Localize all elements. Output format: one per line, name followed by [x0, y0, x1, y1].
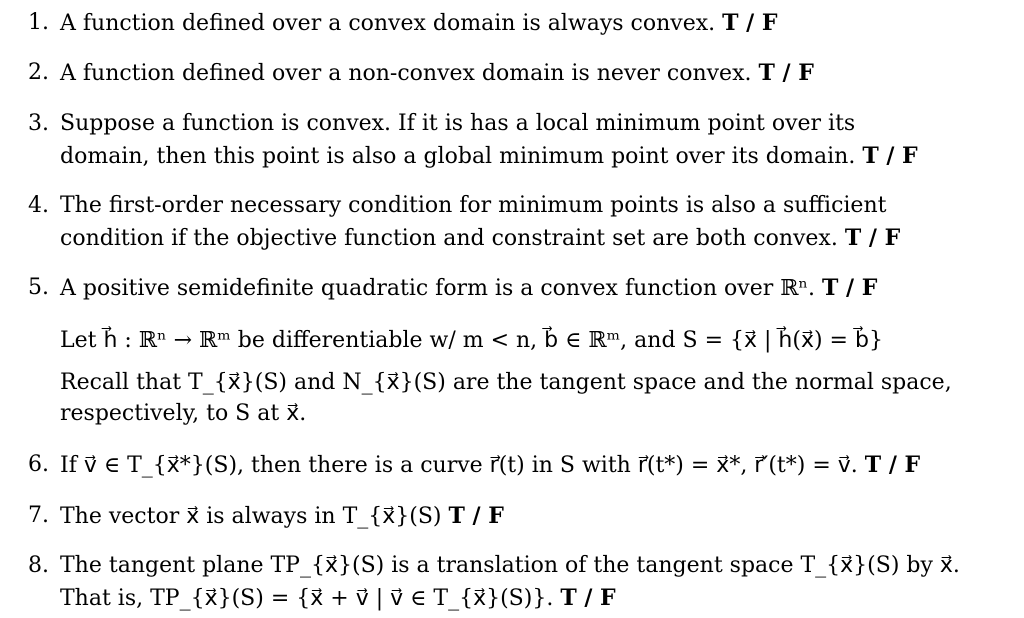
true-false-choices[interactable]: T / F [758, 60, 814, 86]
question-text: A positive semidefinite quadratic form is a convex function over ℝⁿ. [60, 276, 816, 301]
question-number: 5. [28, 275, 49, 300]
question-text: That is, TP_{x⃗}(S) = {x⃗ + v⃗ | v⃗ ∈ T_{x⃗}(S)}. [60, 586, 554, 611]
true-false-choices[interactable]: T / F [448, 503, 504, 529]
question-number: 7. [28, 503, 49, 528]
question-number: 3. [28, 111, 49, 136]
true-false-choices[interactable]: T / F [864, 452, 921, 478]
question-number: 1. [28, 10, 49, 35]
context-line: Recall that T_{x⃗}(S) and N_{x⃗}(S) are the tangent space and the normal space, [60, 370, 952, 395]
question-text: A function defined over a convex domain is always convex. [60, 11, 716, 36]
true-false-choices[interactable]: T / F [844, 225, 901, 251]
question-text: The tangent plane TP_{x⃗}(S) is a translation of the tangent space T_{x⃗}(S) by x⃗. [60, 553, 960, 578]
true-false-choices[interactable]: T / F [722, 10, 778, 36]
context-line: respectively, to S at x⃗. [60, 401, 307, 426]
question-number: 8. [28, 553, 49, 578]
question-text: The first-order necessary condition for minimum points is also a sufficient [60, 193, 887, 218]
true-false-choices[interactable]: T / F [862, 143, 918, 169]
question-number: 4. [28, 193, 49, 218]
true-false-choices[interactable]: T / F [560, 585, 616, 611]
question-number: 6. [28, 452, 49, 477]
question-number: 2. [28, 60, 49, 85]
question-text: Suppose a function is convex. If it is has a local minimum point over its [60, 111, 856, 136]
question-text: A function defined over a non-convex domain is never convex. [60, 61, 752, 86]
question-text: If v⃗ ∈ T_{x⃗*}(S), then there is a curve r⃗(t) in S with r⃗(t*) = x⃗*, r⃗′(t*) = v⃗. [60, 453, 858, 478]
question-text: The vector x⃗ is always in T_{x⃗}(S) [60, 504, 442, 529]
question-text: condition if the objective function and constraint set are both convex. [60, 226, 838, 251]
context-line: Let h⃗ : ℝⁿ → ℝᵐ be differentiable w/ m < n, b⃗ ∈ ℝᵐ, and S = {x⃗ | h⃗(x⃗) = b⃗} [60, 328, 883, 353]
true-false-choices[interactable]: T / F [822, 275, 878, 301]
question-text: domain, then this point is also a global minimum point over its domain. [60, 144, 856, 169]
